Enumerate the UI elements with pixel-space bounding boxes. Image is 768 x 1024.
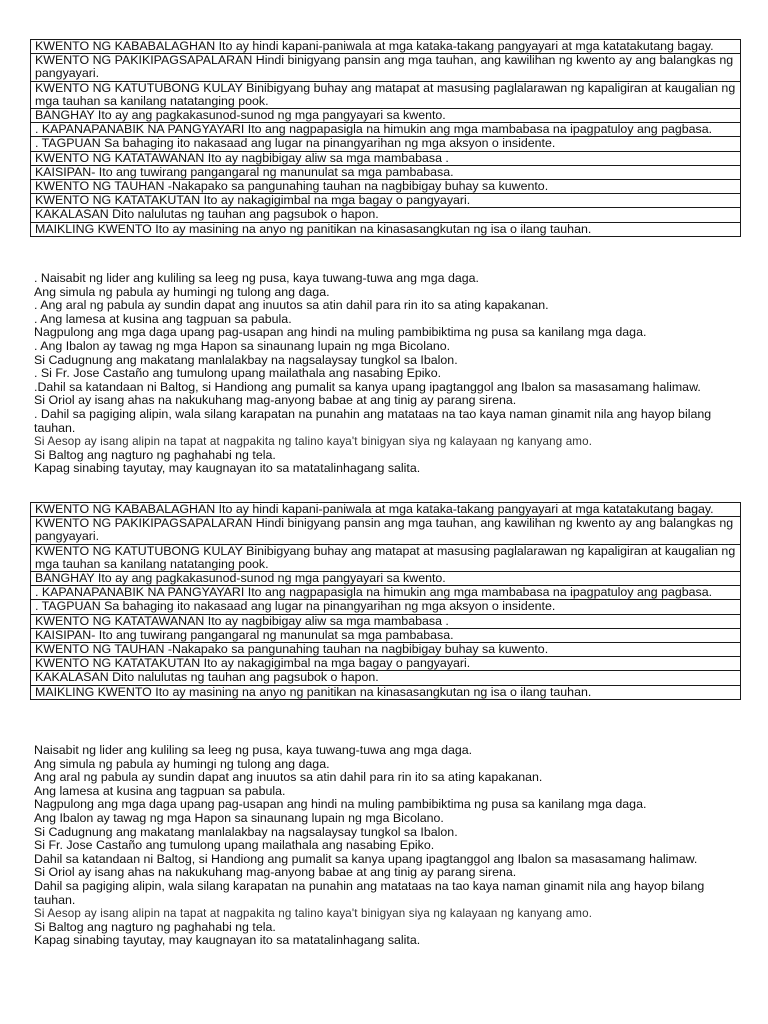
note-line: Nagpulong ang mga daga upang pag-usapan ang hindi na muling pambibiktima ng pusa sa kanilang mga daga. [34,797,647,812]
note-line: Naisabit ng lider ang kuliling sa leeg ng pusa, kaya tuwang-tuwa ang mga daga. [34,743,473,757]
note-line: Dahil sa katandaan ni Baltog, si Handiong ang pumalit sa kanya upang ipagtanggol ang Ibalon sa masasamang halimaw. [34,851,698,866]
table-cell: KWENTO NG KATATAKUTAN Ito ay nakagigimbal na mga bagay o pangyayari. [31,657,741,671]
table-row [31,685,741,699]
note-line: Ang Ibalon ay tawag ng mga Hapon sa sinaunang lupain ng mga Bicolano. [34,810,444,825]
table-row [31,628,741,642]
note-line: Si Oriol ay isang ahas na nakukuhang mag-anyong babae at ang tinig ay parang sirena. [34,393,517,408]
table-row [31,586,741,600]
table-row [31,40,741,54]
note-line: Dahil sa pagiging alipin, wala silang karapatan na punahin ang matataas na tao kaya naman ginamit nila ang hayop bilang tauhan. [34,878,705,907]
table-cell: . TAGPUAN Sa bahaging ito nakasaad ang lugar na pinangyarihan ng mga aksyon o insidente. [31,137,741,151]
table-cell: KWENTO NG KATATAKUTAN Ito ay nakagigimbal na mga bagay o pangyayari. [31,194,741,208]
note-line: . Ang lamesa at kusina ang tagpuan sa pabula. [34,311,292,326]
note-line: . Dahil sa pagiging alipin, wala silang karapatan na punahin ang matataas na tao kaya naman ginamit nila ang hayop bilang tauhan. [34,406,712,435]
notes-list-top [34,272,744,476]
table-row [31,600,741,614]
definitions-table-bottom [30,502,741,700]
table-cell: . TAGPUAN Sa bahaging ito nakasaad ang lugar na pinangyarihan ng mga aksyon o insidente. [31,600,741,614]
table-cell: KWENTO NG KATATAWANAN Ito ay nagbibigay aliw sa mga mambabasa . [31,151,741,165]
table-cell: KAISIPAN- Ito ang tuwirang pangangaral ng manunulat sa mga pambabasa. [31,628,741,642]
note-line: Ang simula ng pabula ay humingi ng tulong ang daga. [34,756,330,771]
table-cell: KWENTO NG TAUHAN -Nakapako sa pangunahing tauhan na nagbibigay buhay sa kuwento. [31,180,741,194]
table-row [31,222,741,236]
table-cell: KAKALASAN Dito nalulutas ng tauhan ang pagsubok o hapon. [31,208,741,222]
table-cell: KWENTO NG PAKIKIPAGSAPALARAN Hindi binigyang pansin ang mga tauhan, ang kawilihan ng kwento ay ang balangkas ng pangyayari. [31,54,741,81]
table-row [31,657,741,671]
note-line: . Naisabit ng lider ang kuliling sa leeg ng pusa, kaya tuwang-tuwa ang mga daga. [34,271,479,285]
table-cell: KWENTO NG KATUTUBONG KULAY Binibigyang buhay ang matapat at masusing paglalarawan ng kapaligiran at kaugalian ng mga tauhan sa kanilang natatanging pook. [31,81,741,108]
note-line: Kapag sinabing tayutay, may kaugnayan ito sa matatalinhagang salita. [34,933,421,948]
table-row [31,180,741,194]
note-line: Si Oriol ay isang ahas na nakukuhang mag-anyong babae at ang tinig ay parang sirena. [34,865,517,880]
table-row [31,109,741,123]
note-line: Ang simula ng pabula ay humingi ng tulong ang daga. [34,284,330,299]
table-cell: BANGHAY Ito ay ang pagkakasunod-sunod ng mga pangyayari sa kwento. [31,109,741,123]
table-row [31,54,741,81]
table-row [31,572,741,586]
table-cell: KAISIPAN- Ito ang tuwirang pangangaral ng manunulat sa mga pambabasa. [31,165,741,179]
table-cell: BANGHAY Ito ay ang pagkakasunod-sunod ng mga pangyayari sa kwento. [31,572,741,586]
note-line: .Dahil sa katandaan ni Baltog, si Handiong ang pumalit sa kanya upang ipagtanggol ang Ibalon sa masasamang halimaw. [34,379,701,394]
notes-list-bottom [34,744,744,948]
note-line: Si Cadugnung ang makatang manlalakbay na nagsalaysay tungkol sa Ibalon. [34,352,458,367]
note-line: . Si Fr. Jose Castaño ang tumulong upang mailathala ang nasabing Epiko. [34,366,442,381]
table-cell: . KAPANAPANABIK NA PANGYAYARI Ito ang nagpapasigla na himukin ang mga mambabasa na ipagpatuloy ang pagbasa. [31,586,741,600]
table-row [31,165,741,179]
table-cell: KWENTO NG KABABALAGHAN Ito ay hindi kapani-paniwala at mga kataka-takang pangyayari at mga katatakutang bagay. [31,503,741,517]
table-row [31,194,741,208]
note-line: Nagpulong ang mga daga upang pag-usapan ang hindi na muling pambibiktima ng pusa sa kanilang mga daga. [34,325,647,340]
table-cell: KWENTO NG TAUHAN -Nakapako sa pangunahing tauhan na nagbibigay buhay sa kuwento. [31,643,741,657]
note-line: Kapag sinabing tayutay, may kaugnayan ito sa matatalinhagang salita. [34,461,421,476]
note-line: Si Aesop ay isang alipin na tapat at nagpakita ng talino kaya't binigyan siya ng kalayaan ng kanyang amo. [34,435,593,449]
note-line: Ang lamesa at kusina ang tagpuan sa pabula. [34,783,286,798]
note-line: Ang aral ng pabula ay sundin dapat ang inuutos sa atin dahil para rin ito sa ating kapakanan. [34,770,543,785]
note-line: Si Baltog ang nagturo ng paghahabi ng tela. [34,447,276,462]
table-cell: . KAPANAPANABIK NA PANGYAYARI Ito ang nagpapasigla na himukin ang mga mambabasa na ipagpatuloy ang pagbasa. [31,123,741,137]
table-cell: MAIKLING KWENTO Ito ay masining na anyo ng panitikan na kinasasangkutan ng isa o ilang tauhan. [31,222,741,236]
table-row [31,137,741,151]
table-cell: KWENTO NG PAKIKIPAGSAPALARAN Hindi binigyang pansin ang mga tauhan, ang kawilihan ng kwento ay ang balangkas ng pangyayari. [31,517,741,544]
note-line: . Ang Ibalon ay tawag ng mga Hapon sa sinaunang lupain ng mga Bicolano. [34,338,451,353]
table-cell: KWENTO NG KATUTUBONG KULAY Binibigyang buhay ang matapat at masusing paglalarawan ng kapaligiran at kaugalian ng mga tauhan sa kanilang natatanging pook. [31,544,741,571]
table-row [31,503,741,517]
table-cell: MAIKLING KWENTO Ito ay masining na anyo ng panitikan na kinasasangkutan ng isa o ilang tauhan. [31,685,741,699]
note-line: Si Fr. Jose Castaño ang tumulong upang mailathala ang nasabing Epiko. [34,838,435,853]
table-cell: KAKALASAN Dito nalulutas ng tauhan ang pagsubok o hapon. [31,671,741,685]
table-row [31,151,741,165]
table-row [31,517,741,544]
note-line: Si Baltog ang nagturo ng paghahabi ng tela. [34,919,276,934]
table-row [31,614,741,628]
definitions-table-top [30,39,741,237]
table-row [31,544,741,571]
note-line: Si Aesop ay isang alipin na tapat at nagpakita ng talino kaya't binigyan siya ng kalayaan ng kanyang amo. [34,907,593,921]
table-row [31,208,741,222]
table-row [31,123,741,137]
note-line: . Ang aral ng pabula ay sundin dapat ang inuutos sa atin dahil para rin ito sa ating kapakanan. [34,298,549,313]
table-row [31,81,741,108]
table-row [31,643,741,657]
table-row [31,671,741,685]
table-cell: KWENTO NG KABABALAGHAN Ito ay hindi kapani-paniwala at mga kataka-takang pangyayari at mga katatakutang bagay. [31,40,741,54]
table-cell: KWENTO NG KATATAWANAN Ito ay nagbibigay aliw sa mga mambabasa . [31,614,741,628]
note-line: Si Cadugnung ang makatang manlalakbay na nagsalaysay tungkol sa Ibalon. [34,824,458,839]
